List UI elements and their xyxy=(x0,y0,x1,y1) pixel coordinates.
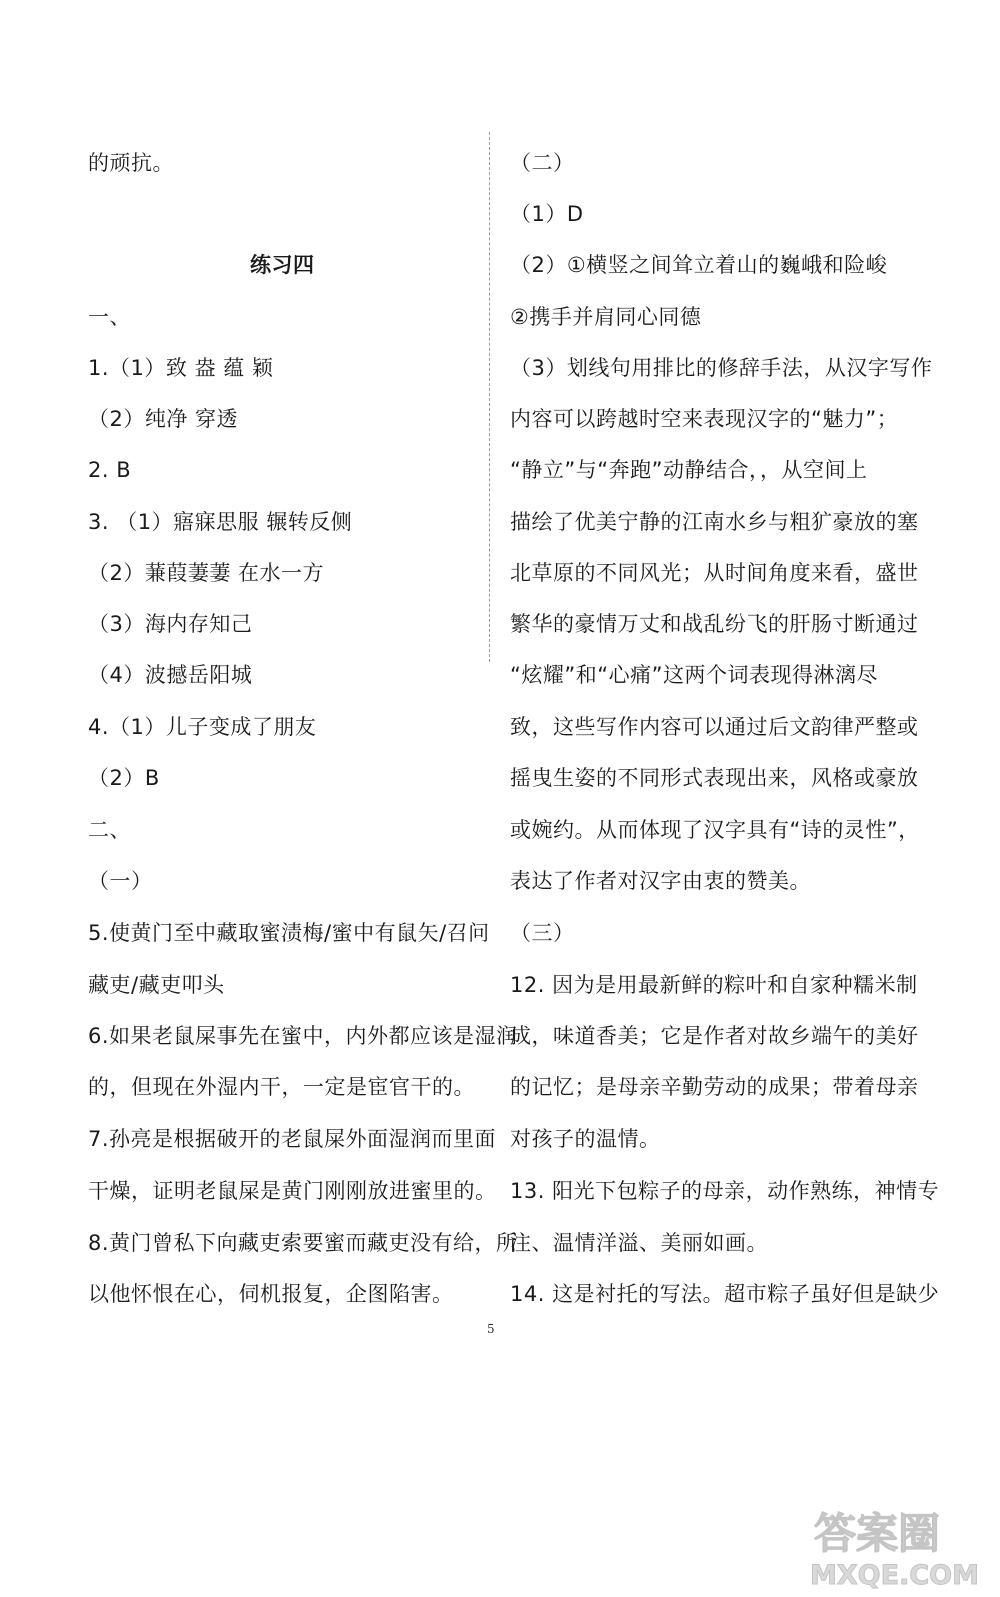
text-line: 4.（1）儿子变成了朋友 xyxy=(88,715,317,739)
text-line: 致，这些写作内容可以通过后文韵律严整或 xyxy=(510,715,919,739)
text-line: 7.孙亮是根据破开的老鼠屎外面湿润而里面 xyxy=(88,1127,497,1151)
text-line: （2）蒹葭萋萋 在水一方 xyxy=(88,561,325,585)
text-line: （2）①横竖之间耸立着山的巍峨和险峻 xyxy=(510,253,888,277)
text-line: 描绘了优美宁静的江南水乡与粗犷豪放的塞 xyxy=(510,510,919,534)
text-line: 繁华的豪情万丈和战乱纷飞的肝肠寸断通过 xyxy=(510,612,919,636)
page-number: 5 xyxy=(487,1322,495,1336)
text-line: 注、温情洋溢、美丽如画。 xyxy=(510,1231,768,1255)
watermark-logo-text: 答案圈 xyxy=(814,1509,941,1558)
text-line: 或婉约。从而体现了汉字具有“诗的灵性”， xyxy=(510,818,920,842)
column-divider xyxy=(489,132,490,662)
text-line: 8.黄门曾私下向藏吏索要蜜而藏吏没有给，所 xyxy=(88,1231,518,1255)
text-line: 的，但现在外湿内干，一定是宦官干的。 xyxy=(88,1075,475,1099)
text-line: 3. （1）寤寐思服 辗转反侧 xyxy=(88,510,353,534)
text-line: 6.如果老鼠屎事先在蜜中，内外都应该是湿润 xyxy=(88,1024,518,1048)
text-line: “炫耀”和“心痛”这两个词表现得淋漓尽 xyxy=(510,663,879,687)
text-line: 对孩子的温情。 xyxy=(510,1127,661,1151)
text-line: 北草原的不同风光；从时间角度来看，盛世 xyxy=(510,561,919,585)
text-line: 1.（1）致 盎 蕴 颖 xyxy=(88,356,274,380)
text-line: （三） xyxy=(510,921,575,945)
text-line: （一） xyxy=(88,869,153,893)
text-line: 成，味道香美；它是作者对故乡端午的美好 xyxy=(510,1024,919,1048)
watermark-logo xyxy=(808,1498,986,1590)
section-title: 练习四 xyxy=(250,253,315,277)
text-line: “静立”与“奔跑”动静结合，，从空间上 xyxy=(510,458,868,482)
text-line: （1）D xyxy=(510,202,584,226)
text-line: 以他怀恨在心，伺机报复，企图陷害。 xyxy=(88,1282,454,1306)
text-line: 内容可以跨越时空来表现汉字的“魅力”； xyxy=(510,407,899,431)
text-line: 13. 阳光下包粽子的母亲，动作熟练，神情专 xyxy=(510,1179,940,1203)
text-line: 12. 因为是用最新鲜的粽叶和自家种糯米制 xyxy=(510,973,918,997)
text-line: （3）海内存知己 xyxy=(88,612,253,636)
text-line: 的记忆；是母亲辛勤劳动的成果；带着母亲 xyxy=(510,1075,919,1099)
text-line: 2. B xyxy=(88,458,132,482)
text-line: （2）B xyxy=(88,766,160,790)
watermark-url: MXQE.COM xyxy=(810,1560,979,1590)
text-line: 表达了作者对汉字由衷的赞美。 xyxy=(510,869,811,893)
text-line: 一、 xyxy=(88,305,131,329)
text-line: 藏吏/藏吏叩头 xyxy=(88,973,225,997)
text-line: 摇曳生姿的不同形式表现出来，风格或豪放 xyxy=(510,766,919,790)
text-line: （3）划线句用排比的修辞手法，从汉字写作 xyxy=(510,356,933,380)
text-line: 干燥，证明老鼠屎是黄门刚刚放进蜜里的。 xyxy=(88,1179,497,1203)
text-line: 14. 这是衬托的写法。超市粽子虽好但是缺少 xyxy=(510,1282,940,1306)
text-line: 二、 xyxy=(88,818,131,842)
text-line: （4）波撼岳阳城 xyxy=(88,663,253,687)
text-line: （二） xyxy=(510,151,575,175)
text-line: 5.使黄门至中藏取蜜渍梅/蜜中有鼠矢/召问 xyxy=(88,921,490,945)
text-line: 的顽抗。 xyxy=(88,151,174,175)
text-line: ②携手并肩同心同德 xyxy=(510,305,702,329)
text-line: （2）纯净 穿透 xyxy=(88,407,239,431)
